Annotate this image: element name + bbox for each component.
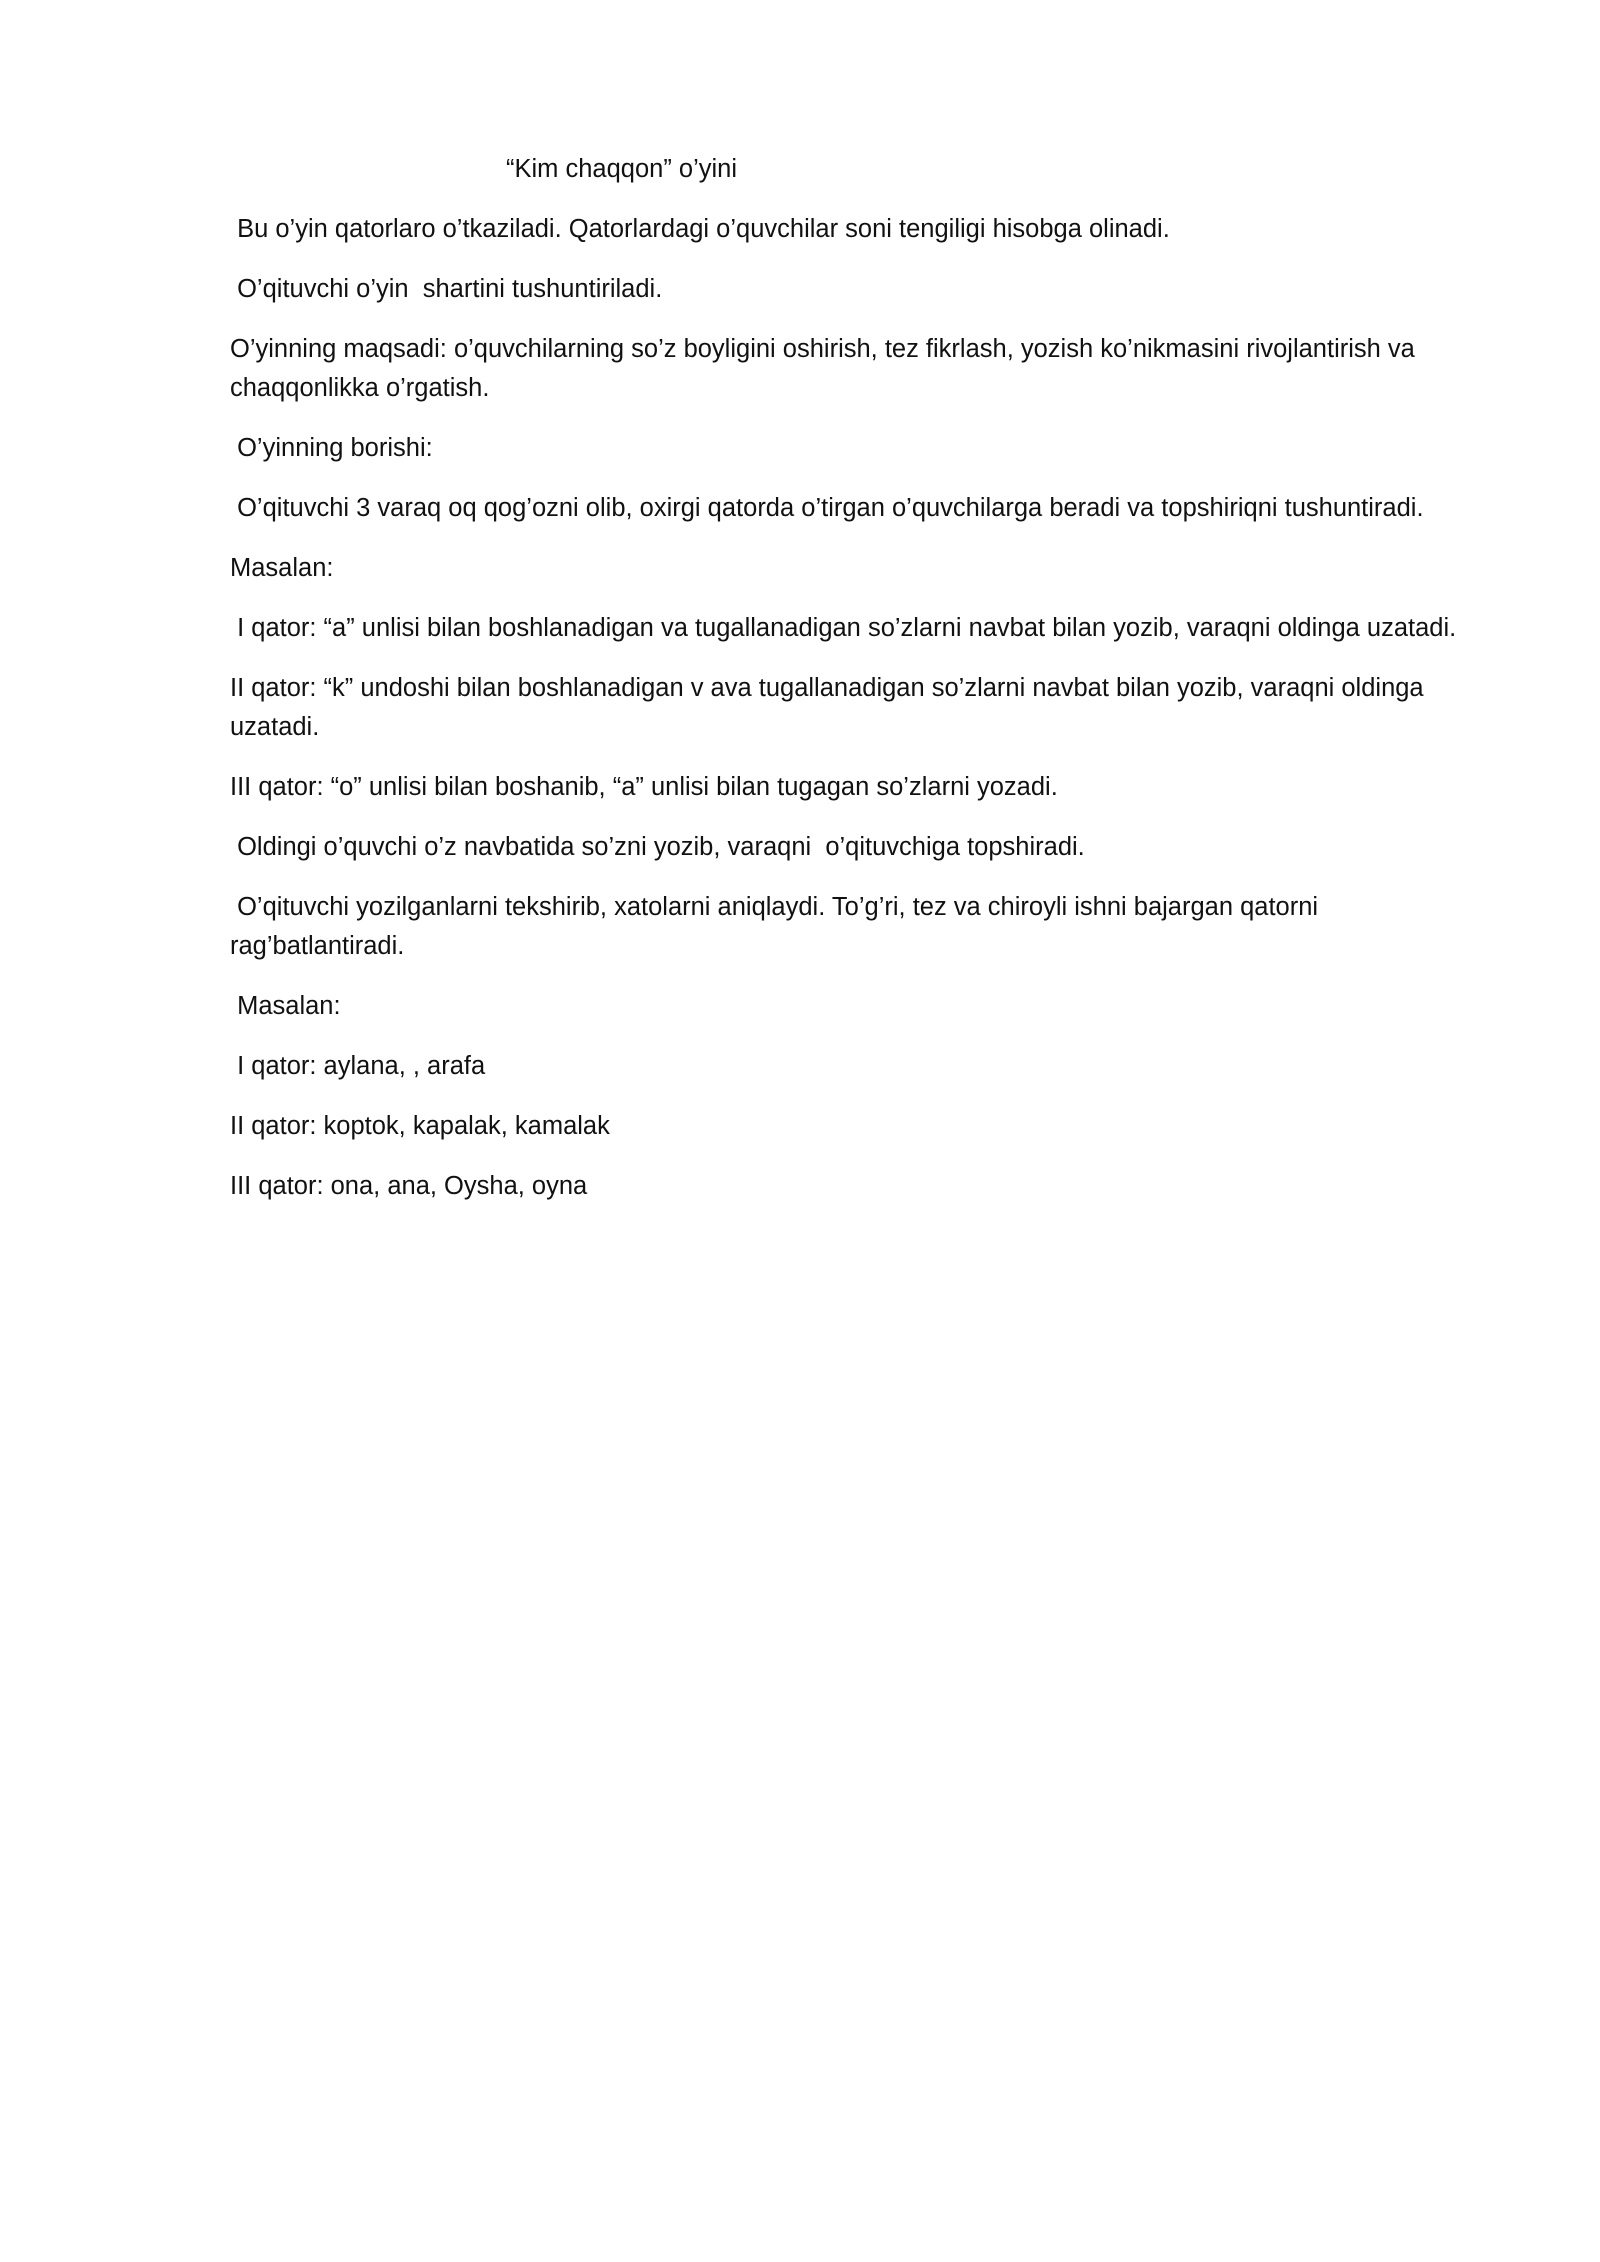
paragraph-procedure: O’qituvchi 3 varaq oq qog’ozni olib, oxirgi qatorda o’tirgan o’quvchilarga beradi va topshiriqni tushuntiradi.: [230, 494, 1424, 522]
paragraph-front-student: Oldingi o’quvchi o’z navbatida so’zni yozib, varaqni o’qituvchiga topshiradi.: [230, 833, 1085, 861]
paragraph-row-2-task: II qator: “k” undoshi bilan boshlanadigan v ava tugallanadigan so’zlarni navbat bilan yozib, varaqni oldinga uzatadi.: [230, 674, 1431, 741]
paragraph-intro: Bu o’yin qatorlaro o’tkaziladi. Qatorlardagi o’quvchilar soni tengiligi hisobga olinadi.: [230, 215, 1170, 243]
paragraph-example-label-2: Masalan:: [230, 992, 341, 1020]
paragraph-teacher-checks: O’qituvchi yozilganlarni tekshirib, xatolarni aniqlaydi. To’g’ri, tez va chiroyli ishni bajargan qatorni rag’batlantiradi.: [230, 893, 1326, 960]
paragraph-row-3-task: III qator: “o” unlisi bilan boshanib, “a” unlisi bilan tugagan so’zlarni yozadi.: [230, 773, 1058, 801]
paragraph-procedure-heading: O’yinning borishi:: [230, 434, 433, 462]
paragraph-row-1-task: I qator: “a” unlisi bilan boshlanadigan va tugallanadigan so’zlarni navbat bilan yozib, varaqni oldinga uzatadi.: [230, 614, 1457, 642]
paragraph-example-label: Masalan:: [230, 554, 334, 582]
paragraph-row-2-answer: II qator: koptok, kapalak, kamalak: [230, 1112, 610, 1140]
paragraph-goal: O’yinning maqsadi: o’quvchilarning so’z boyligini oshirish, tez fikrlash, yozish ko’nikmasini rivojlantirish va chaqqonlikka o’rgatish.: [230, 335, 1422, 402]
paragraph-teacher-explains: O’qituvchi o’yin shartini tushuntiriladi.: [230, 275, 663, 303]
document-body: [230, 150, 1480, 1227]
paragraph-row-1-answer: I qator: aylana, , arafa: [230, 1052, 486, 1080]
paragraph-row-3-answer: III qator: ona, ana, Oysha, oyna: [230, 1172, 588, 1200]
document-title: “Kim chaqqon” o’yini: [506, 155, 738, 183]
